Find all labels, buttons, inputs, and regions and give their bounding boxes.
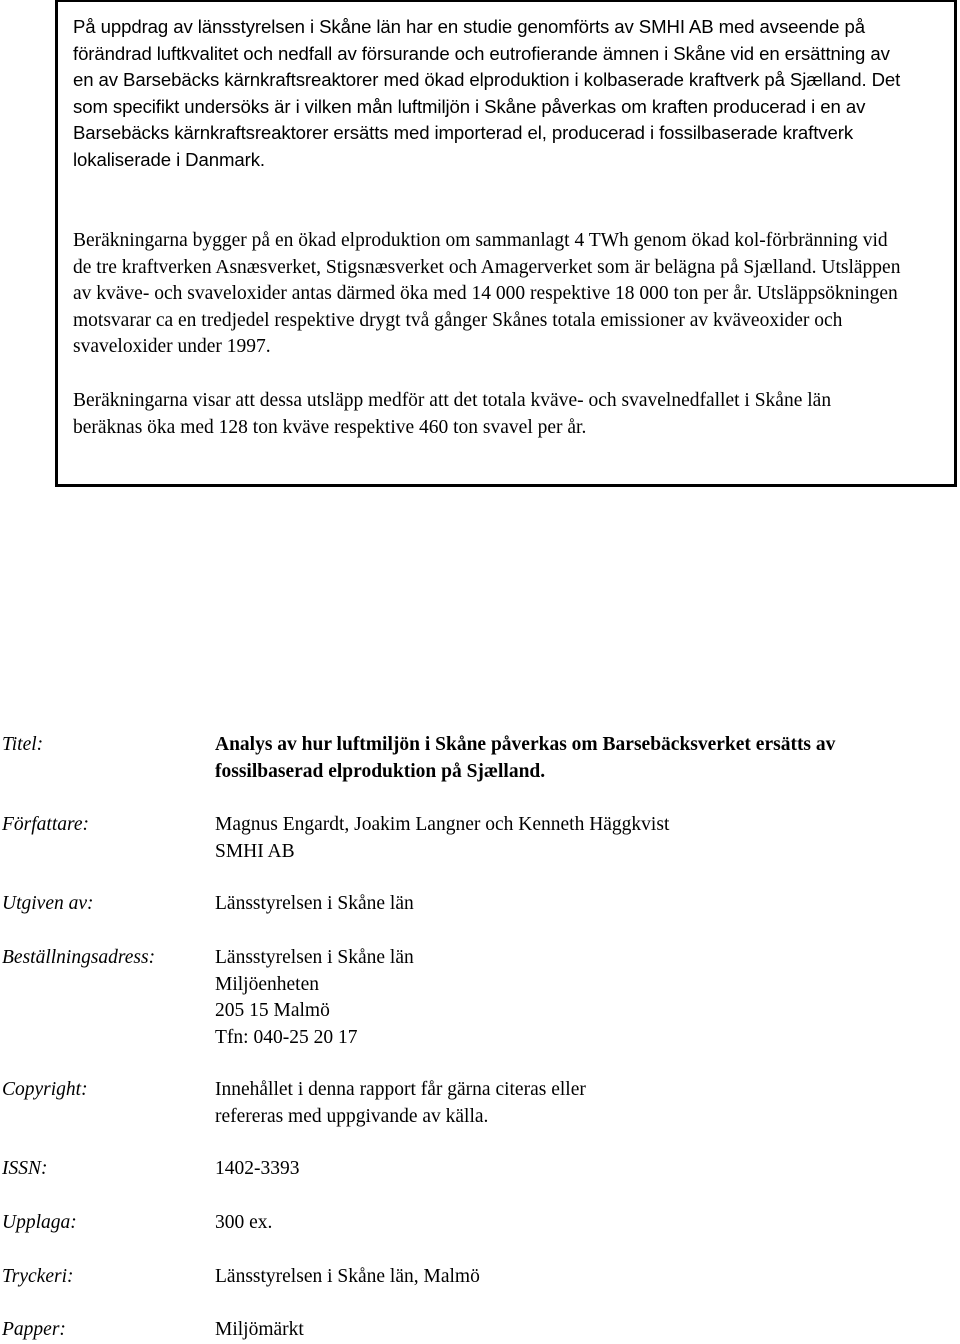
copyright-line-2: refereras med uppgivande av källa. <box>215 1105 489 1127</box>
issn-label: ISSN: <box>2 1158 48 1179</box>
authors-names: Magnus Engardt, Joakim Langner och Kenneth Häggkvist <box>215 814 670 835</box>
order-address-phone: Tfn: 040-25 20 17 <box>215 1026 358 1048</box>
report-title <box>215 732 955 785</box>
summary-paragraph-2: Beräkningarna bygger på en ökad elproduktion om sammanlagt 4 TWh genom ökad kol-förbränning vid de tre kraftverken Asnæsverket, Stigsnæsverket och Amagerverket som är belägna på Sjælland. Utsläppen av kväve- och svaveloxider antas därmed öka med 14 000 respektive 18 000 ton per år. Utsläppsökningen motsvarar ca en tredjedel respektive drygt två gånger Skånes totala emissioner av kväveoxider och svaveloxider under 1997. <box>73 230 901 357</box>
paper-label: Papper: <box>2 1319 66 1340</box>
summary-paragraph-3: Beräkningarna visar att dessa utsläpp medför att det totala kväve- och svavelnedfallet i Skåne län beräknas öka med 128 ton kväve respektive 460 ton svavel per år. <box>73 390 832 438</box>
printer-label: Tryckeri: <box>2 1266 74 1287</box>
authors-organization: SMHI AB <box>215 840 295 862</box>
report-title-line-1: Analys av hur luftmiljön i Skåne påverkas om Barsebäcksverket ersätts av <box>215 734 836 755</box>
publisher: Länsstyrelsen i Skåne län <box>215 893 414 914</box>
printer: Länsstyrelsen i Skåne län, Malmö <box>215 1266 480 1287</box>
order-address-label: Beställningsadress: <box>2 947 156 968</box>
title-label: Titel: <box>2 734 44 755</box>
authors-label: Författare: <box>2 814 90 835</box>
authors <box>215 812 955 865</box>
summary-paragraph-1: På uppdrag av länsstyrelsen i Skåne län har en studie genomförts av SMHI AB med avseende på förändrad luftkvalitet och nedfall av försurande och eutrofierande ämnen i Skåne vid en ersättning av en av Barsebäcks kärnkraftsreaktorer med ökad elproduktion i kolbaserade kraftverk på Sjælland. Det som specifikt undersöks är i vilken mån luftmiljön i Skåne påverkas om kraften producerad i en av Barsebäcks kärnkraftsreaktorer ersätts med importerad el, producerad i fossilbaserade kraftverk lokaliserade i Danmark. <box>73 16 901 170</box>
order-address-line-1: Länsstyrelsen i Skåne län <box>215 947 414 968</box>
edition-label: Upplaga: <box>2 1212 77 1233</box>
order-address <box>215 945 955 1051</box>
copyright-line-1: Innehållet i denna rapport får gärna citeras eller <box>215 1079 586 1100</box>
publisher-label: Utgiven av: <box>2 893 94 914</box>
report-title-line-2: fossilbaserad elproduktion på Sjælland. <box>215 760 546 782</box>
copyright <box>215 1077 955 1130</box>
edition: 300 ex. <box>215 1212 273 1233</box>
order-address-line-3: 205 15 Malmö <box>215 1000 330 1021</box>
order-address-line-2: Miljöenheten <box>215 973 319 995</box>
issn: 1402-3393 <box>215 1158 300 1179</box>
paper: Miljömärkt <box>215 1319 304 1340</box>
copyright-label: Copyright: <box>2 1079 88 1100</box>
